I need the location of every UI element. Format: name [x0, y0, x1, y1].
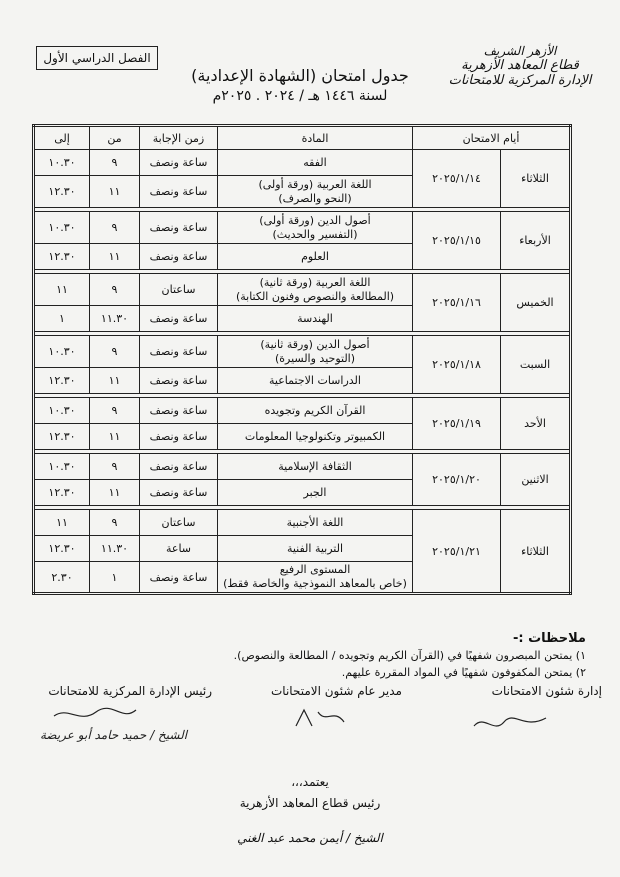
header-subject: المادة: [218, 126, 413, 150]
subject-line: الثقافة الإسلامية: [278, 459, 352, 473]
signature-general-manager: مدير عام شئون الامتحانات: [271, 684, 402, 698]
subject-line: اللغة الأجنبية: [286, 515, 344, 529]
handwritten-signature: [470, 712, 550, 737]
subject-cell: [218, 212, 413, 244]
document-title-block: [150, 66, 450, 104]
to-time-cell: ١٠.٣٠: [34, 398, 90, 424]
org-line-admin: الإدارة المركزية للامتحانات: [448, 73, 592, 88]
duration-cell: ساعة ونصف: [140, 480, 218, 506]
subject-line: العلوم: [301, 249, 329, 263]
table-row: [34, 398, 571, 424]
subject-cell: [218, 244, 413, 270]
exam-date-cell: ٢٠٢٥/١/١٩: [413, 398, 501, 450]
from-time-cell: ١١: [90, 176, 140, 208]
header-exam-days: أيام الامتحان: [413, 126, 571, 150]
duration-cell: ساعة ونصف: [140, 244, 218, 270]
subject-line: (التفسير والحديث): [272, 227, 358, 241]
subject-cell: [218, 398, 413, 424]
subject-line: الهندسة: [297, 311, 333, 325]
to-time-cell: ١٠.٣٠: [34, 212, 90, 244]
from-time-cell: ٩: [90, 150, 140, 176]
subject-line: (خاص بالمعاهد النموذجية والخاصة فقط): [223, 577, 407, 590]
duration-cell: ساعة ونصف: [140, 424, 218, 450]
semester-box: الفصل الدراسي الأول: [36, 46, 158, 70]
exam-date-cell: ٢٠٢٥/١/١٦: [413, 274, 501, 332]
subject-line: (التوحيد والسيرة): [274, 351, 356, 365]
duration-cell: ساعتان: [140, 510, 218, 536]
exam-day-cell: الخميس: [501, 274, 571, 332]
sector-head-name: الشيخ / أيمن محمد عبد الغني: [237, 831, 383, 845]
subject-cell: [218, 454, 413, 480]
exam-schedule-table: [32, 124, 572, 595]
header-from: من: [90, 126, 140, 150]
subject-line: الكمبيوتر وتكنولوجيا المعلومات: [244, 429, 386, 443]
from-time-cell: ١١: [90, 424, 140, 450]
to-time-cell: ١٢.٣٠: [34, 368, 90, 394]
subject-cell: [218, 480, 413, 506]
note-item: ١) يمتحن المبصرون شفهيًا في (القرآن الكريم وتجويده / المطالعة والنصوص).: [233, 649, 586, 662]
subject-line: أصول الدين (ورقة ثانية): [260, 337, 370, 351]
document-title: جدول امتحان (الشهادة الإعدادية): [191, 66, 409, 85]
subject-line: (النحو والصرف): [278, 191, 352, 205]
to-time-cell: ١٢.٣٠: [34, 536, 90, 562]
from-time-cell: ١١.٣٠: [90, 536, 140, 562]
exam-day-cell: الاثنين: [501, 454, 571, 506]
table-row: [34, 510, 571, 536]
subject-cell: [218, 510, 413, 536]
subject-cell: [218, 336, 413, 368]
subject-line: التربية الفنية: [286, 541, 344, 555]
org-line-sector: قطاع المعاهد الأزهرية: [461, 58, 579, 73]
subject-cell: [218, 536, 413, 562]
to-time-cell: ١٠.٣٠: [34, 336, 90, 368]
exam-date-cell: ٢٠٢٥/١/٢٠: [413, 454, 501, 506]
table-row: [34, 454, 571, 480]
to-time-cell: ١١: [34, 510, 90, 536]
central-head-name: الشيخ / حميد حامد أبو عريضة: [40, 728, 188, 742]
duration-cell: ساعتان: [140, 274, 218, 306]
exam-day-cell: السبت: [501, 336, 571, 394]
duration-cell: ساعة ونصف: [140, 212, 218, 244]
subject-line: الدراسات الاجتماعية: [269, 373, 361, 387]
subject-line: المستوى الرفيع: [279, 563, 351, 576]
duration-cell: ساعة ونصف: [140, 306, 218, 332]
from-time-cell: ١١: [90, 244, 140, 270]
subject-cell: [218, 150, 413, 176]
table-header-row: [34, 126, 571, 150]
to-time-cell: ١٠.٣٠: [34, 454, 90, 480]
subject-line: الفقه: [303, 155, 327, 169]
from-time-cell: ١١.٣٠: [90, 306, 140, 332]
signature-exams-affairs: إدارة شئون الامتحانات: [491, 684, 602, 698]
org-line-azhar: الأزهر الشريف: [483, 44, 557, 58]
exam-day-cell: الأحد: [501, 398, 571, 450]
to-time-cell: ١٢.٣٠: [34, 480, 90, 506]
header-to: إلى: [34, 126, 90, 150]
duration-cell: ساعة ونصف: [140, 398, 218, 424]
exam-day-cell: الأربعاء: [501, 212, 571, 270]
from-time-cell: ٩: [90, 454, 140, 480]
exam-date-cell: ٢٠٢٥/١/١٥: [413, 212, 501, 270]
org-header: [440, 44, 600, 88]
from-time-cell: ١١: [90, 480, 140, 506]
from-time-cell: ٩: [90, 274, 140, 306]
subject-cell: [218, 562, 413, 594]
subject-cell: [218, 424, 413, 450]
table-row: [34, 336, 571, 368]
to-time-cell: ١: [34, 306, 90, 332]
from-time-cell: ٩: [90, 510, 140, 536]
subject-line: اللغة العربية (ورقة أولى): [258, 177, 372, 191]
subject-line: (المطالعة والنصوص وفنون الكتابة): [235, 289, 395, 303]
sector-head-title: رئيس قطاع المعاهد الأزهرية: [239, 796, 381, 810]
to-time-cell: ١٠.٣٠: [34, 150, 90, 176]
notes-heading: ملاحظات :-: [512, 631, 586, 646]
exam-date-cell: ٢٠٢٥/١/٢١: [413, 510, 501, 594]
table-row: [34, 274, 571, 306]
to-time-cell: ٢.٣٠: [34, 562, 90, 594]
subject-cell: [218, 368, 413, 394]
from-time-cell: ٩: [90, 398, 140, 424]
to-time-cell: ١٢.٣٠: [34, 424, 90, 450]
subject-line: اللغة العربية (ورقة ثانية): [259, 275, 371, 289]
approval-block: [210, 772, 410, 849]
exam-day-cell: الثلاثاء: [501, 510, 571, 594]
exam-date-cell: ٢٠٢٥/١/١٨: [413, 336, 501, 394]
schedule-body: [34, 150, 571, 594]
handwritten-signature: [50, 704, 140, 729]
subject-cell: [218, 306, 413, 332]
approval-text: يعتمد،،،: [291, 775, 329, 789]
subject-line: الجبر: [303, 485, 327, 499]
duration-cell: ساعة ونصف: [140, 454, 218, 480]
subject-line: أصول الدين (ورقة أولى): [259, 213, 371, 227]
from-time-cell: ٩: [90, 336, 140, 368]
table-row: [34, 212, 571, 244]
note-item: ٢) يمتحن المكفوفون شفهيًا في المواد المقررة عليهم.: [341, 666, 586, 679]
to-time-cell: ١٢.٣٠: [34, 244, 90, 270]
notes-section: [36, 630, 586, 681]
handwritten-signature: [290, 706, 350, 733]
to-time-cell: ١٢.٣٠: [34, 176, 90, 208]
to-time-cell: ١١: [34, 274, 90, 306]
duration-cell: ساعة ونصف: [140, 176, 218, 208]
header-duration: زمن الإجابة: [140, 126, 218, 150]
exam-date-cell: ٢٠٢٥/١/١٤: [413, 150, 501, 208]
subject-line: القرآن الكريم وتجويده: [264, 403, 366, 417]
academic-year: لسنة ١٤٤٦ هـ / ٢٠٢٤ . ٢٠٢٥م: [212, 88, 388, 104]
duration-cell: ساعة: [140, 536, 218, 562]
duration-cell: ساعة ونصف: [140, 562, 218, 594]
duration-cell: ساعة ونصف: [140, 150, 218, 176]
subject-cell: [218, 274, 413, 306]
table-row: [34, 150, 571, 176]
signature-central-head: رئيس الإدارة المركزية للامتحانات: [48, 684, 212, 698]
from-time-cell: ٩: [90, 212, 140, 244]
duration-cell: ساعة ونصف: [140, 336, 218, 368]
from-time-cell: ١١: [90, 368, 140, 394]
exam-day-cell: الثلاثاء: [501, 150, 571, 208]
duration-cell: ساعة ونصف: [140, 368, 218, 394]
from-time-cell: ١: [90, 562, 140, 594]
subject-cell: [218, 176, 413, 208]
